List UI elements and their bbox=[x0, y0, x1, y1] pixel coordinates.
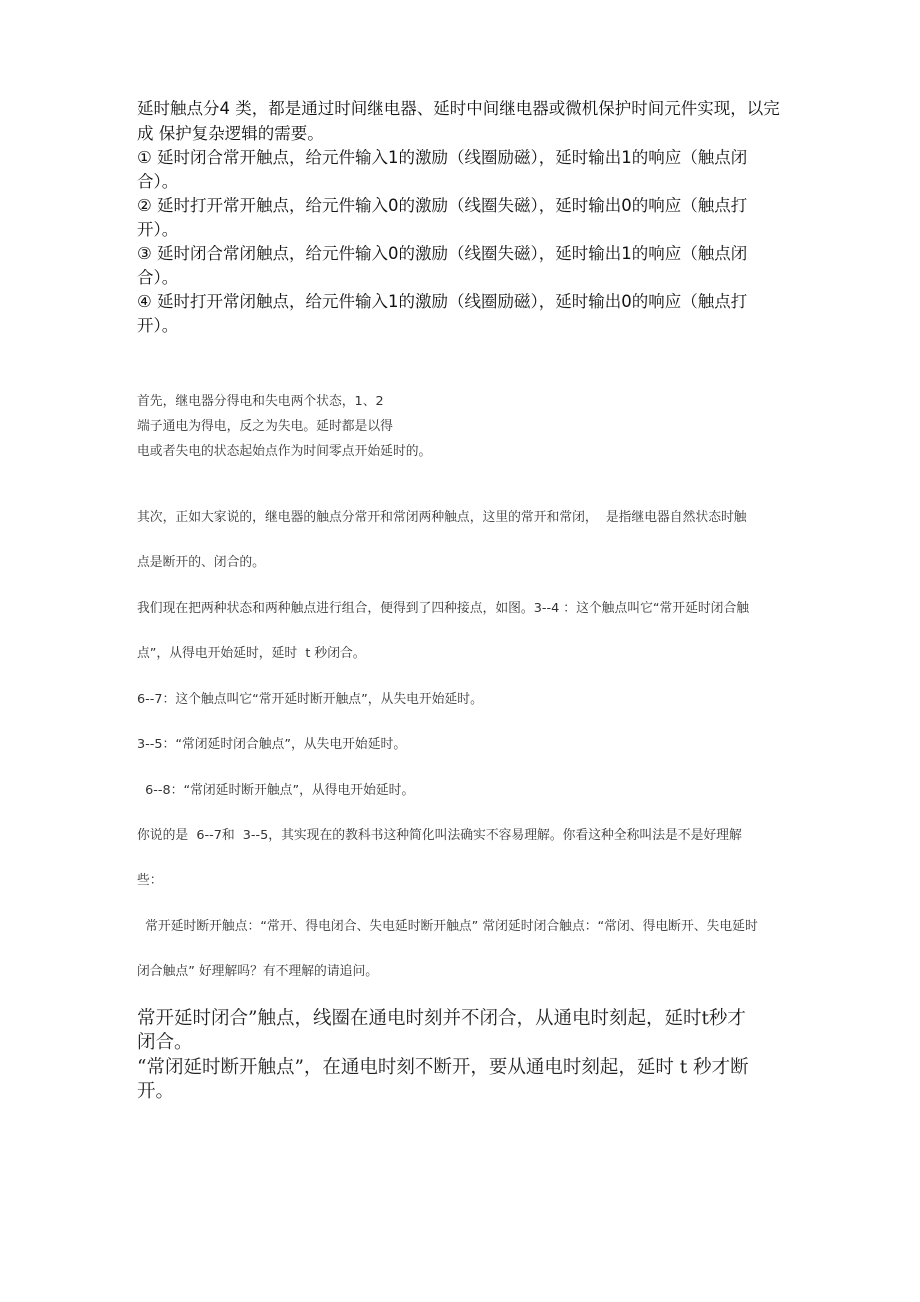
text-line: 我们现在把两种状态和两种触点进行组合，便得到了四种接点，如图。3--4 ：这个触点叫它“常开延时闭合触 bbox=[137, 601, 750, 616]
text-line: 首先，继电器分得电和失电两个状态，1、2 bbox=[137, 394, 384, 409]
text-line: 6--7：这个触点叫它“常开延时断开触点”，从失电开始延时。 bbox=[137, 692, 483, 707]
text-line: 电或者失电的状态起始点作为时间零点开始延时的。 bbox=[137, 444, 432, 459]
text-line: 合）。 bbox=[137, 268, 179, 287]
text-line: ② 延时打开常开触点，给元件输入0的激励（线圈失磁），延时输出0的响应（触点打 bbox=[137, 196, 748, 215]
text-line: 开。 bbox=[137, 1081, 175, 1102]
text-line: 些： bbox=[137, 873, 163, 888]
text-line: 成 保护复杂逻辑的需要。 bbox=[137, 124, 324, 143]
text-line: 开）。 bbox=[137, 220, 179, 239]
text-line: 延时触点分4 类，都是通过时间继电器、延时中间继电器或微机保护时间元件实现，以完 bbox=[137, 99, 780, 118]
text-line: 闭合触点” 好理解吗？有不理解的请追问。 bbox=[137, 964, 379, 979]
text-line: 3--5：“常闭延时闭合触点”，从失电开始延时。 bbox=[137, 737, 407, 752]
text-line: 6--8：“常闭延时断开触点”，从得电开始延时。 bbox=[137, 783, 415, 798]
text-line: ④ 延时打开常闭触点，给元件输入1的激励（线圈励磁），延时输出0的响应（触点打 bbox=[137, 292, 748, 311]
text-line: 点是断开的、闭合的。 bbox=[137, 555, 265, 570]
text-line: “常闭延时断开触点”，在通电时刻不断开，要从通电时刻起，延时 t 秒才断 bbox=[137, 1057, 749, 1078]
text-line: ① 延时闭合常开触点，给元件输入1的激励（线圈励磁），延时输出1的响应（触点闭 bbox=[137, 148, 748, 167]
text-line: 你说的是 6--7和 3--5，其实现在的教科书这种简化叫法确实不容易理解。你看这种全称叫法是不是好理解 bbox=[137, 828, 742, 843]
text-line: 点”，从得电开始延时，延时 t 秒闭合。 bbox=[137, 646, 366, 661]
text-line: 常开延时断开触点：“常开、得电闭合、失电延时断开触点” 常闭延时闭合触点：“常闭、得电断开、失电延时 bbox=[137, 919, 758, 934]
text-line: ③ 延时闭合常闭触点，给元件输入0的激励（线圈失磁），延时输出1的响应（触点闭 bbox=[137, 244, 748, 263]
text-line: 其次，正如大家说的，继电器的触点分常开和常闭两种触点，这里的常开和常闭， 是指继电器自然状态时触 bbox=[137, 510, 747, 525]
text-line: 端子通电为得电，反之为失电。延时都是以得 bbox=[137, 419, 393, 434]
text-line: 开）。 bbox=[137, 316, 179, 335]
text-line: 合）。 bbox=[137, 172, 179, 191]
text-line: 闭合。 bbox=[137, 1032, 193, 1053]
text-line: 常开延时闭合”触点，线圈在通电时刻并不闭合，从通电时刻起，延时t秒才 bbox=[137, 1008, 746, 1029]
